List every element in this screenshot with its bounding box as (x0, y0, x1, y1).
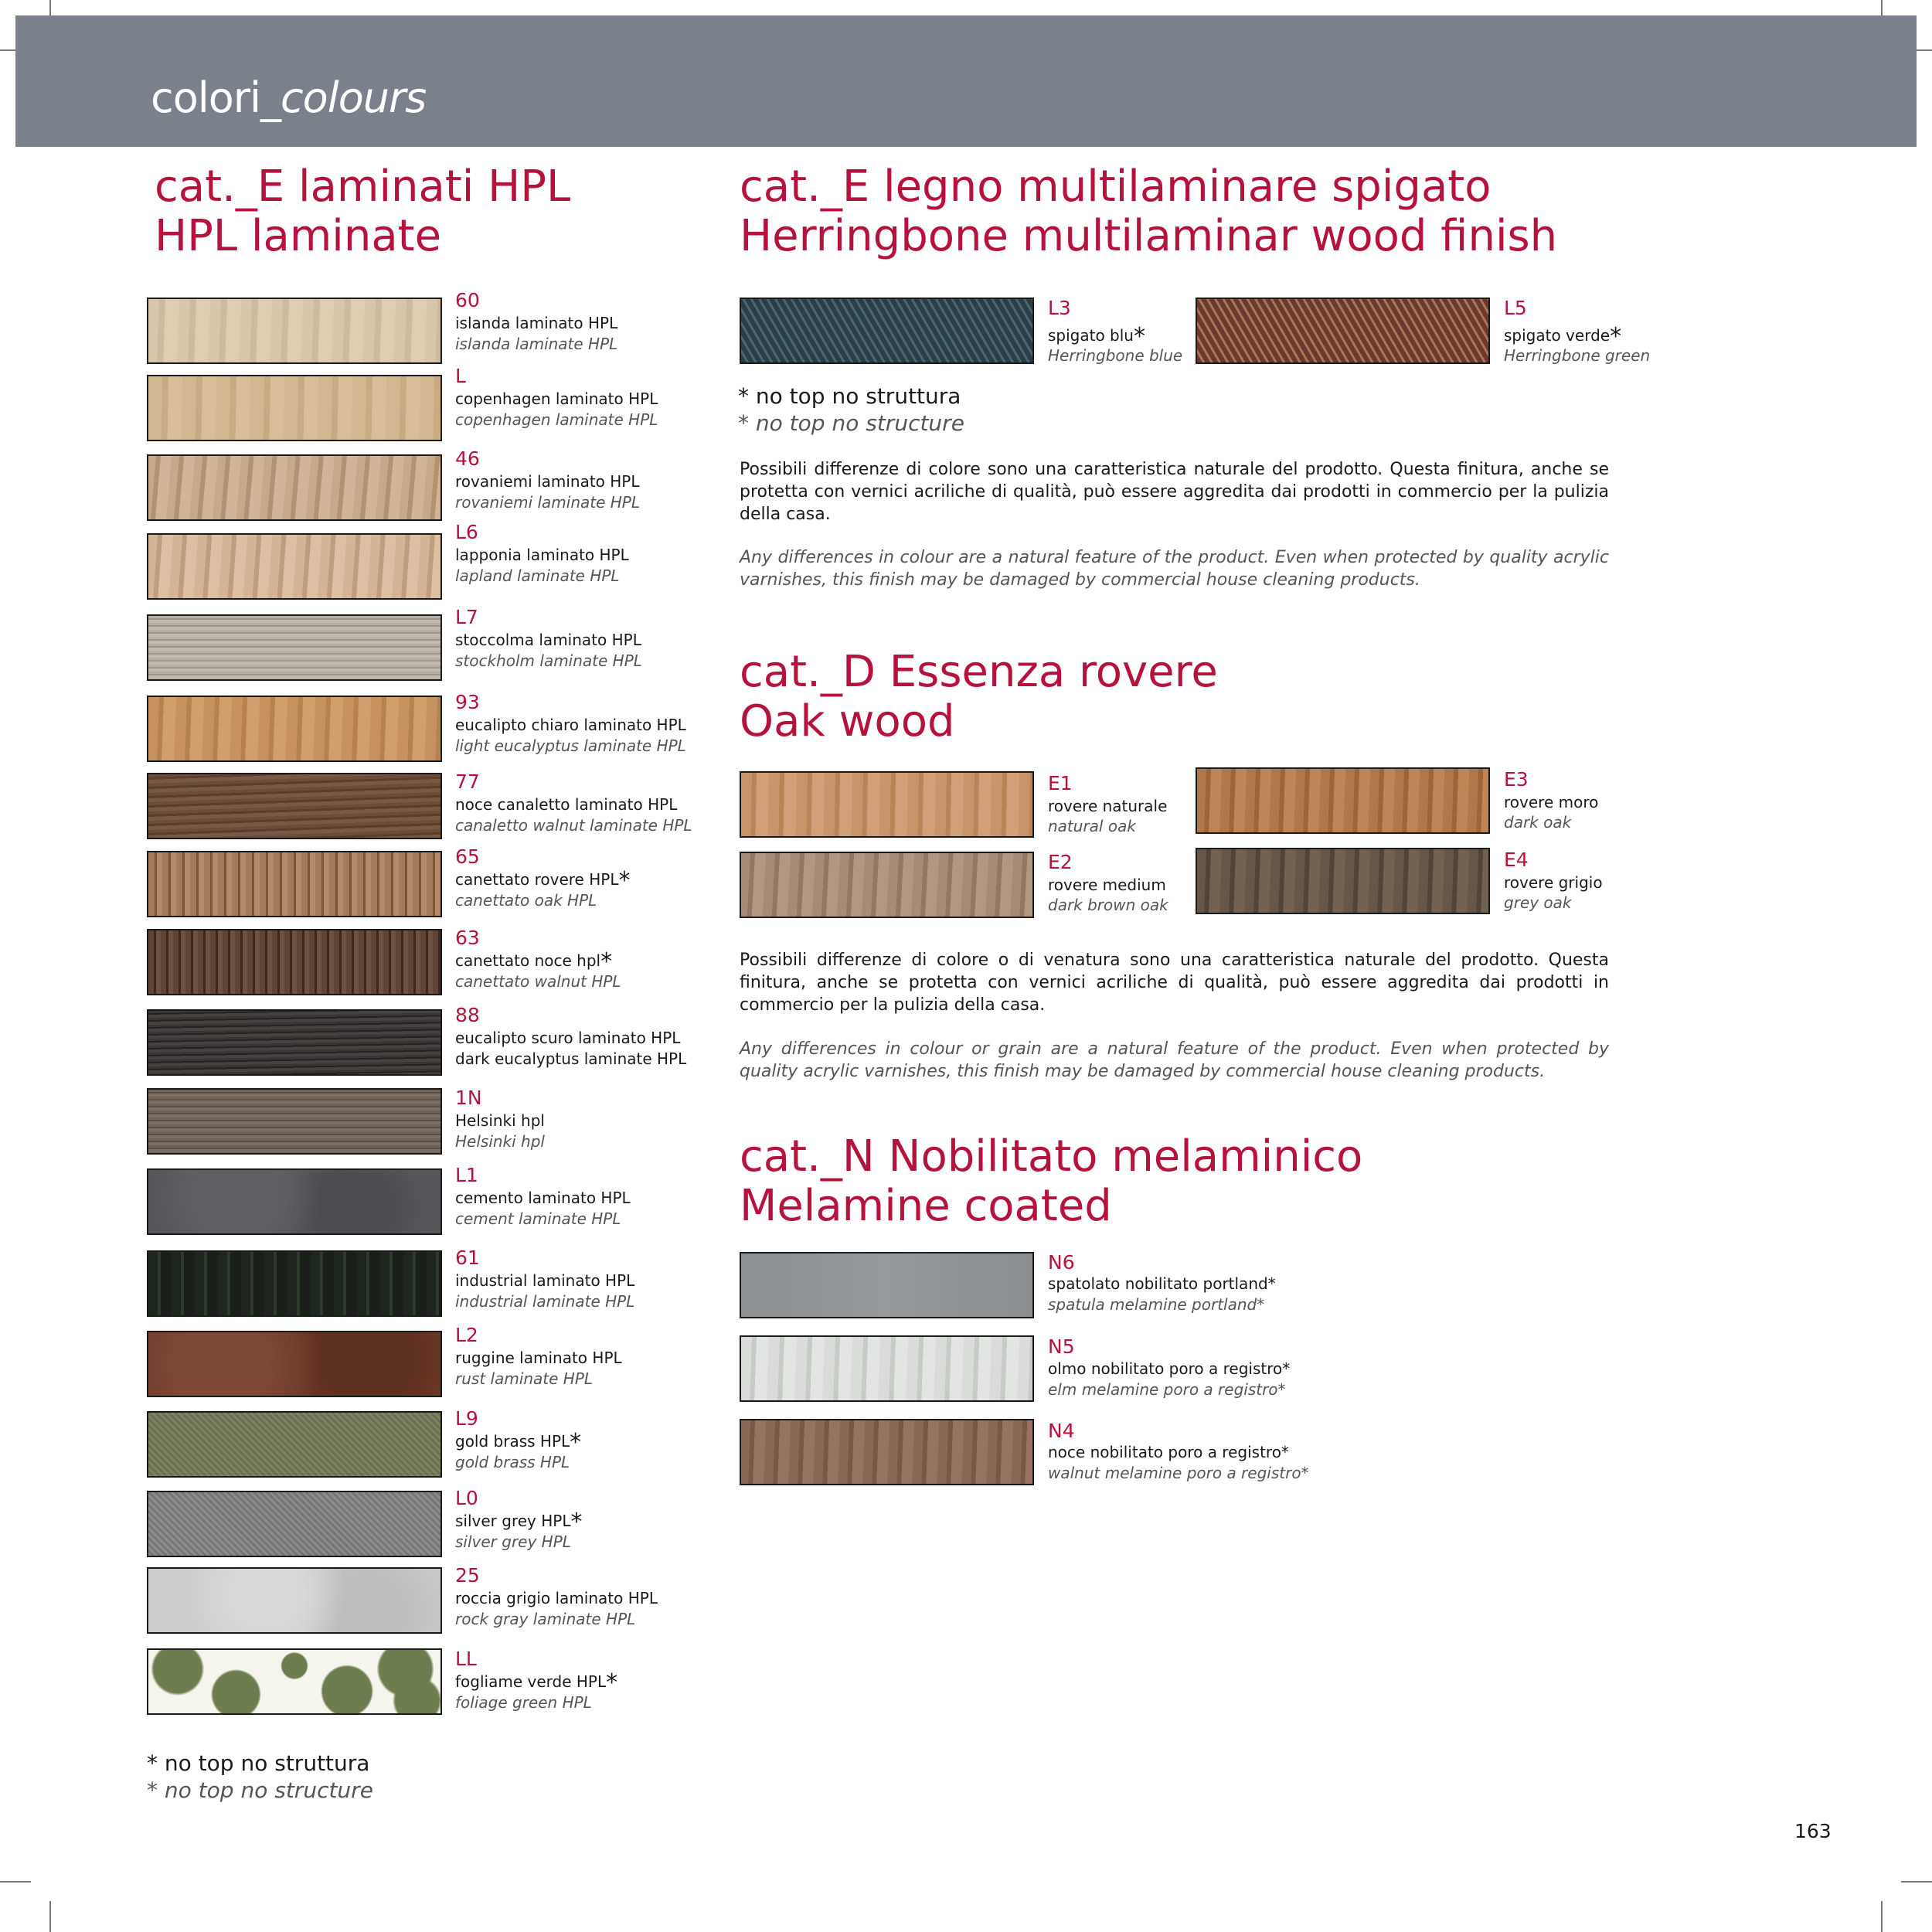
code-l7: L7 (455, 606, 478, 628)
code-ll: LL (455, 1648, 477, 1670)
code-e1: E1 (1048, 772, 1073, 794)
code-93: 93 (455, 691, 480, 713)
oak-title-it: cat._D Essenza rovere (740, 647, 1218, 697)
name-en-n4: walnut melamine poro a registro* (1048, 1464, 1309, 1482)
code-63: 63 (455, 927, 480, 949)
herringbone-section-title (740, 162, 1557, 261)
name-it-n4: noce nobilitato poro a registro* (1048, 1443, 1289, 1461)
name-en-25: rock gray laminate HPL (455, 1610, 636, 1628)
code-61: 61 (455, 1247, 480, 1269)
herringbone-note-en: * no top no structure (738, 410, 964, 436)
name-it-e1: rovere naturale (1048, 797, 1168, 815)
code-l9: L9 (455, 1407, 478, 1430)
code-e3: E3 (1504, 768, 1529, 791)
name-en-46: rovaniemi laminate HPL (455, 493, 641, 512)
code-1n: 1N (455, 1087, 482, 1109)
name-it-l6: lapponia laminato HPL (455, 546, 629, 564)
name-en-n5: elm melamine poro a registro* (1048, 1380, 1286, 1399)
name-it-77: noce canaletto laminato HPL (455, 795, 678, 814)
hpl-section-title (155, 162, 570, 261)
page-number: 163 (1794, 1820, 1832, 1842)
name-en-88: dark eucalyptus laminate HPL (455, 1049, 687, 1068)
swatch-l9 (147, 1411, 442, 1478)
herringbone-title-it: cat._E legno multilaminare spigato (740, 162, 1492, 212)
swatch-77 (147, 773, 442, 839)
code-46: 46 (455, 447, 480, 470)
name-it-l: copenhagen laminato HPL (455, 389, 658, 408)
oak-title-en: Oak wood (740, 696, 955, 747)
hpl-title-it: cat._E laminati HPL (155, 162, 571, 212)
swatch-n5 (740, 1335, 1034, 1402)
name-it-l2: ruggine laminato HPL (455, 1349, 622, 1367)
code-l: L (455, 365, 466, 387)
code-e2: E2 (1048, 851, 1073, 873)
swatch-l2 (147, 1331, 442, 1397)
code-l6: L6 (455, 521, 478, 543)
crop-mark (1881, 1901, 1883, 1932)
melamine-section-title (740, 1132, 1362, 1231)
name-en-65: canettato oak HPL (455, 891, 597, 910)
name-it-25: roccia grigio laminato HPL (455, 1589, 658, 1607)
herringbone-title-en: Herringbone multilaminar wood finish (740, 211, 1558, 261)
swatch-e4 (1196, 848, 1490, 914)
name-en-l6: lapland laminate HPL (455, 566, 620, 585)
swatch-ll (147, 1648, 442, 1715)
name-it-e4: rovere grigio (1504, 873, 1603, 892)
name-it-46: rovaniemi laminato HPL (455, 472, 640, 491)
name-it-l3: spigato blu* (1048, 323, 1145, 350)
name-it-ll: fogliame verde HPL* (455, 1669, 618, 1696)
swatch-l (147, 375, 442, 441)
code-60: 60 (455, 289, 480, 311)
code-n5: N5 (1048, 1335, 1075, 1358)
hpl-note-en: * no top no structure (147, 1777, 373, 1803)
name-en-e3: dark oak (1504, 813, 1572, 832)
swatch-93 (147, 696, 442, 762)
name-en-l3: Herringbone blue (1048, 346, 1183, 365)
swatch-n4 (740, 1419, 1034, 1485)
oak-paragraph-en: Any differences in colour or grain are a natural feature of the product. Even when protected by quality acrylic varnishes, this finish may be damaged by commercial house cleaning products. (740, 1039, 1609, 1081)
name-en-60: islanda laminate HPL (455, 335, 618, 353)
swatch-88 (147, 1009, 442, 1076)
code-65: 65 (455, 845, 480, 868)
swatch-60 (147, 298, 442, 364)
name-it-e2: rovere medium (1048, 876, 1166, 894)
swatch-46 (147, 454, 442, 521)
herringbone-paragraph-it: Possibili differenze di colore sono una caratteristica naturale del prodotto. Questa finitura, anche se protetta con vernici acriliche di qualità, può essere aggredita dai prodotti in commercio per la pulizia della casa. (740, 460, 1609, 524)
melamine-title-it: cat._N Nobilitato melaminico (740, 1131, 1363, 1182)
name-en-l5: Herringbone green (1504, 346, 1651, 365)
name-en-ll: foliage green HPL (455, 1693, 592, 1712)
melamine-title-en: Melamine coated (740, 1181, 1112, 1231)
crop-mark (0, 1881, 31, 1883)
name-it-l5: spigato verde* (1504, 323, 1622, 350)
page-header-title: colori_colours (151, 73, 427, 122)
code-l5: L5 (1504, 297, 1527, 319)
name-it-61: industrial laminato HPL (455, 1271, 635, 1290)
code-n4: N4 (1048, 1420, 1075, 1442)
swatch-1n (147, 1088, 442, 1155)
swatch-e3 (1196, 767, 1490, 834)
swatch-e2 (740, 852, 1034, 918)
name-en-l2: rust laminate HPL (455, 1369, 594, 1388)
swatch-l7 (147, 614, 442, 681)
name-en-l: copenhagen laminate HPL (455, 410, 658, 429)
swatch-25 (147, 1567, 442, 1634)
herringbone-paragraph-en: Any differences in colour are a natural feature of the product. Even when protected by quality acrylic varnishes, this finish may be damaged by commercial house cleaning products. (740, 548, 1609, 590)
swatch-l0 (147, 1491, 442, 1557)
name-en-l0: silver grey HPL (455, 1532, 571, 1551)
name-en-e4: grey oak (1504, 893, 1572, 912)
name-en-l9: gold brass HPL (455, 1453, 570, 1471)
name-it-l7: stoccolma laminato HPL (455, 631, 641, 649)
name-it-60: islanda laminato HPL (455, 314, 618, 332)
code-88: 88 (455, 1004, 480, 1026)
swatch-61 (147, 1250, 442, 1317)
herringbone-note-it: * no top no struttura (738, 383, 961, 409)
swatch-e1 (740, 771, 1034, 838)
name-en-e2: dark brown oak (1048, 896, 1168, 914)
code-l2: L2 (455, 1324, 478, 1346)
name-it-l0: silver grey HPL* (455, 1509, 583, 1536)
code-n6: N6 (1048, 1251, 1075, 1274)
name-it-63: canettato noce hpl* (455, 948, 613, 975)
name-en-77: canaletto walnut laminate HPL (455, 816, 692, 835)
hpl-note-it: * no top no struttura (147, 1750, 370, 1776)
name-it-l1: cemento laminato HPL (455, 1189, 631, 1207)
name-en-e1: natural oak (1048, 817, 1136, 835)
name-it-1n: Helsinki hpl (455, 1111, 545, 1130)
name-en-1n: Helsinki hpl (455, 1132, 545, 1151)
name-en-l1: cement laminate HPL (455, 1209, 621, 1228)
swatch-l6 (147, 533, 442, 600)
hpl-title-en: HPL laminate (155, 211, 442, 261)
name-it-88: eucalipto scuro laminato HPL (455, 1029, 681, 1047)
name-en-93: light eucalyptus laminate HPL (455, 736, 686, 755)
name-en-61: industrial laminate HPL (455, 1292, 635, 1311)
code-l0: L0 (455, 1487, 478, 1509)
name-it-93: eucalipto chiaro laminato HPL (455, 716, 686, 734)
swatch-l3 (740, 298, 1034, 364)
name-en-63: canettato walnut HPL (455, 972, 621, 991)
name-it-e3: rovere moro (1504, 793, 1599, 811)
name-it-n5: olmo nobilitato poro a registro* (1048, 1359, 1291, 1378)
swatch-l5 (1196, 298, 1490, 364)
name-it-l9: gold brass HPL* (455, 1429, 582, 1456)
swatch-63 (147, 929, 442, 995)
name-it-n6: spatolato nobilitato portland* (1048, 1274, 1276, 1293)
crop-mark (1901, 1881, 1932, 1883)
code-l3: L3 (1048, 297, 1071, 319)
code-l1: L1 (455, 1164, 478, 1186)
name-en-n6: spatula melamine portland* (1048, 1295, 1265, 1314)
name-it-65: canettato rovere HPL* (455, 867, 631, 894)
name-en-l7: stockholm laminate HPL (455, 651, 642, 670)
swatch-n6 (740, 1252, 1034, 1318)
crop-mark (49, 1901, 51, 1932)
code-77: 77 (455, 770, 480, 793)
oak-paragraph-it: Possibili differenze di colore o di venatura sono una caratteristica naturale del prodotto. Questa finitura, anche se protetta con vernici acriliche di qualità, può essere aggredita dai prodotti in commercio per la pulizia della casa. (740, 951, 1609, 1015)
swatch-65 (147, 851, 442, 917)
swatch-l1 (147, 1168, 442, 1235)
code-e4: E4 (1504, 849, 1529, 871)
code-25: 25 (455, 1564, 480, 1587)
oak-section-title (740, 648, 1218, 747)
